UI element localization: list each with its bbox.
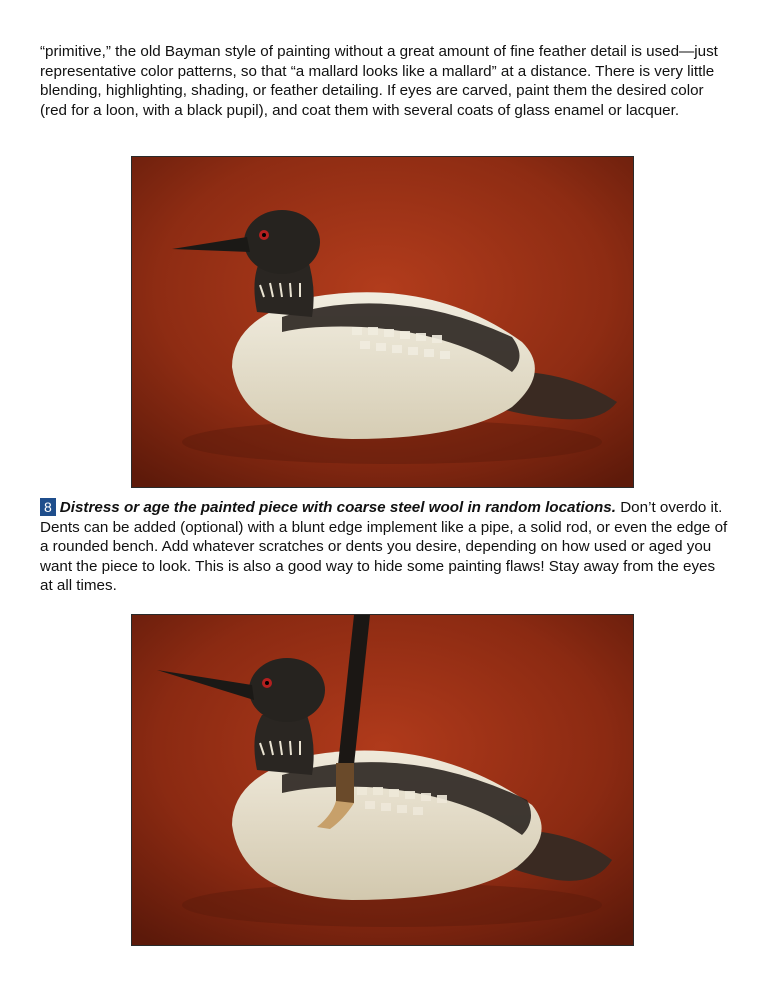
step-body: Don’t overdo it. Dents can be added (optional) with a blunt edge implement like a pipe, a solid rod, or even the edge of a rounded bench. Add whatever scratches or dents you desire, depending on how used or aged you want the piece to look. This is also a good way to hide some painting flaws! Stay away from the eyes at all times. — [40, 499, 728, 595]
loon-decoy-illustration — [132, 157, 633, 487]
step-8-paragraph — [40, 498, 730, 596]
step-heading: Distress or age the painted piece with coarse steel wool in random locations. — [59, 499, 616, 516]
step-number-badge: 8 — [40, 498, 56, 516]
loon-decoy-with-pipe-illustration — [132, 615, 633, 945]
loon-decoy-photo-painted — [131, 156, 634, 488]
loon-decoy-photo-distressing — [131, 614, 634, 946]
intro-paragraph: “primitive,” the old Bayman style of painting without a great amount of fine feather detail is used—just representative color patterns, so that “a mallard looks like a mallard” at a distance. There is very little blending, highlighting, shading, or feather detailing. If eyes are carved, paint them the desired color (red for a loon, with a black pupil), and coat them with several coats of glass enamel or lacquer. — [40, 43, 718, 119]
